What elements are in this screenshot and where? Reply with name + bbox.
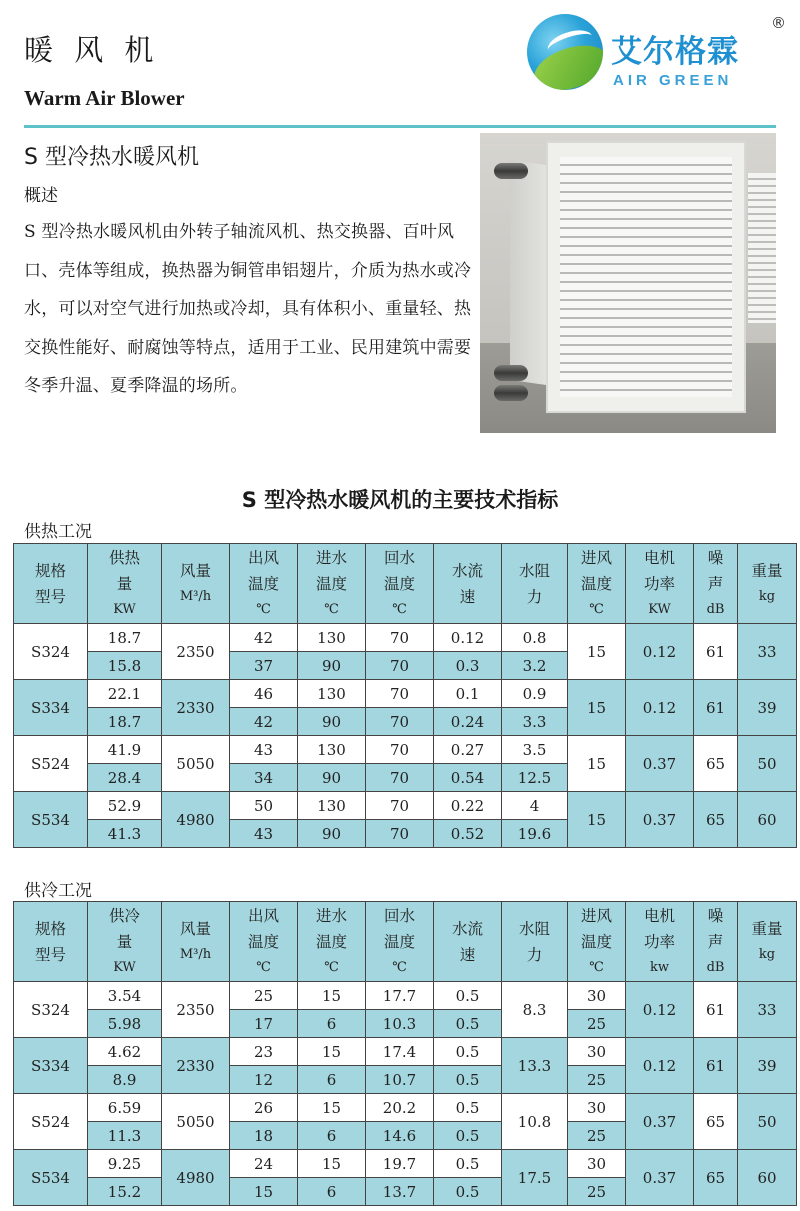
cell-resistance: 4 xyxy=(502,792,568,820)
cell-flow: 0.5 xyxy=(434,1178,502,1206)
cell-outlet-temp: 43 xyxy=(230,820,298,848)
cooling-header-flow xyxy=(434,902,502,982)
cell-weight: 33 xyxy=(738,982,797,1038)
cell-noise: 65 xyxy=(694,792,738,848)
cell-flow: 0.54 xyxy=(434,764,502,792)
cell-return-water: 70 xyxy=(366,624,434,652)
heating-header-outlet-temp xyxy=(230,544,298,624)
cell-outlet-temp: 50 xyxy=(230,792,298,820)
cooling-header-motor xyxy=(626,902,694,982)
cell-inlet-air: 30 xyxy=(568,1150,626,1178)
heating-header-flow xyxy=(434,544,502,624)
cell-outlet-temp: 15 xyxy=(230,1178,298,1206)
cooling-header-weight-line: kg xyxy=(758,946,776,962)
cooling-header-inlet-water-line: ℃ xyxy=(324,959,339,975)
cell-flow: 0.52 xyxy=(434,820,502,848)
cell-motor: 0.12 xyxy=(626,982,694,1038)
cell-motor: 0.37 xyxy=(626,1150,694,1206)
table-row xyxy=(14,792,797,820)
heating-header-noise xyxy=(694,544,738,624)
cell-motor: 0.37 xyxy=(626,736,694,792)
heating-header-motor-line: KW xyxy=(648,601,671,617)
cooling-header-resistance-line: 力 xyxy=(526,945,543,964)
heating-header-noise-line: 噪 xyxy=(707,548,724,567)
cooling-header-airflow xyxy=(162,902,230,982)
cell-noise: 61 xyxy=(694,680,738,736)
cell-inlet-air: 15 xyxy=(568,624,626,680)
cell-capacity: 5.98 xyxy=(88,1010,162,1038)
cell-inlet-water: 15 xyxy=(298,982,366,1010)
cell-return-water: 70 xyxy=(366,792,434,820)
cooling-header-model-line: 规格 xyxy=(34,919,66,938)
cell-capacity: 28.4 xyxy=(88,764,162,792)
cell-resistance: 13.3 xyxy=(502,1038,568,1094)
cell-model: S534 xyxy=(14,1150,88,1206)
cell-capacity: 4.62 xyxy=(88,1038,162,1066)
cell-inlet-air: 25 xyxy=(568,1066,626,1094)
heating-header-weight xyxy=(738,544,797,624)
cell-capacity: 11.3 xyxy=(88,1122,162,1150)
header-divider xyxy=(24,125,776,128)
cell-inlet-air: 25 xyxy=(568,1122,626,1150)
heating-header-return-water-line: 回水 xyxy=(383,548,415,567)
heating-header-noise-line: 声 xyxy=(707,574,724,593)
cell-noise: 61 xyxy=(694,1038,738,1094)
cell-outlet-temp: 18 xyxy=(230,1122,298,1150)
cooling-header-weight-line: 重量 xyxy=(751,919,783,938)
cell-return-water: 13.7 xyxy=(366,1178,434,1206)
heating-header-model-line: 规格 xyxy=(34,561,66,580)
cell-outlet-temp: 25 xyxy=(230,982,298,1010)
heating-header-inlet-air-line: 温度 xyxy=(580,574,612,593)
cooling-header-outlet-temp xyxy=(230,902,298,982)
spec-section-title: S 型冷热水暖风机的主要技术指标 xyxy=(241,488,559,512)
cell-outlet-temp: 34 xyxy=(230,764,298,792)
cell-return-water: 20.2 xyxy=(366,1094,434,1122)
cooling-header-noise xyxy=(694,902,738,982)
cell-flow: 0.5 xyxy=(434,1150,502,1178)
cell-inlet-water: 130 xyxy=(298,792,366,820)
cell-flow: 0.5 xyxy=(434,982,502,1010)
cell-airflow: 5050 xyxy=(162,1094,230,1150)
cooling-header-airflow-line: M³/h xyxy=(179,946,212,962)
cell-capacity: 3.54 xyxy=(88,982,162,1010)
cell-resistance: 3.2 xyxy=(502,652,568,680)
heating-header-flow-line: 速 xyxy=(459,587,476,606)
cell-outlet-temp: 42 xyxy=(230,708,298,736)
cooling-condition-label: 供冷工况 xyxy=(24,881,92,901)
heating-header-inlet-water xyxy=(298,544,366,624)
cell-inlet-water: 15 xyxy=(298,1094,366,1122)
cooling-header-return-water-line: ℃ xyxy=(392,959,407,975)
cell-model: S524 xyxy=(14,736,88,792)
cell-flow: 0.5 xyxy=(434,1122,502,1150)
table-row xyxy=(14,624,797,652)
cooling-header-model-line: 型号 xyxy=(34,945,66,964)
overview-heading: 概述 xyxy=(24,186,58,206)
table-row xyxy=(14,1150,797,1178)
cooling-header-flow-line: 水流 xyxy=(451,919,483,938)
cell-outlet-temp: 37 xyxy=(230,652,298,680)
cell-resistance: 12.5 xyxy=(502,764,568,792)
cell-airflow: 4980 xyxy=(162,792,230,848)
heating-spec-table xyxy=(13,543,797,848)
cell-flow: 0.24 xyxy=(434,708,502,736)
heating-header-inlet-water-line: ℃ xyxy=(324,601,339,617)
cell-inlet-water: 90 xyxy=(298,820,366,848)
cooling-header-motor-line: kw xyxy=(649,959,669,975)
cell-capacity: 52.9 xyxy=(88,792,162,820)
logo-globe-icon xyxy=(527,14,603,90)
cell-flow: 0.5 xyxy=(434,1066,502,1094)
heating-header-return-water-line: ℃ xyxy=(392,601,407,617)
cell-flow: 0.12 xyxy=(434,624,502,652)
heating-header-airflow-line: 风量 xyxy=(179,561,211,580)
cell-resistance: 3.5 xyxy=(502,736,568,764)
brand-logo xyxy=(527,14,797,98)
cell-inlet-water: 6 xyxy=(298,1178,366,1206)
cell-capacity: 22.1 xyxy=(88,680,162,708)
heating-header-outlet-temp-line: ℃ xyxy=(256,601,271,617)
cell-flow: 0.3 xyxy=(434,652,502,680)
table-row xyxy=(14,982,797,1010)
cell-return-water: 17.7 xyxy=(366,982,434,1010)
cell-resistance: 10.8 xyxy=(502,1094,568,1150)
cell-outlet-temp: 26 xyxy=(230,1094,298,1122)
heating-header-outlet-temp-line: 出风 xyxy=(247,548,279,567)
cell-return-water: 70 xyxy=(366,652,434,680)
cell-inlet-water: 130 xyxy=(298,680,366,708)
cell-resistance: 17.5 xyxy=(502,1150,568,1206)
cell-model: S334 xyxy=(14,1038,88,1094)
cell-flow: 0.5 xyxy=(434,1094,502,1122)
heating-header-weight-line: 重量 xyxy=(751,561,783,580)
cooling-header-airflow-line: 风量 xyxy=(179,919,211,938)
cell-return-water: 70 xyxy=(366,680,434,708)
cell-model: S334 xyxy=(14,680,88,736)
cell-inlet-water: 130 xyxy=(298,624,366,652)
cell-airflow: 5050 xyxy=(162,736,230,792)
cooling-header-noise-line: 声 xyxy=(707,932,724,951)
product-name: S 型冷热水暖风机 xyxy=(24,145,199,170)
cooling-header-return-water-line: 温度 xyxy=(383,932,415,951)
cooling-header-resistance-line: 水阻 xyxy=(518,919,550,938)
page-title: 暖 风 机 xyxy=(24,33,160,67)
heating-header-return-water-line: 温度 xyxy=(383,574,415,593)
cell-inlet-air: 30 xyxy=(568,1094,626,1122)
cell-model: S534 xyxy=(14,792,88,848)
cell-inlet-water: 130 xyxy=(298,736,366,764)
cell-airflow: 2350 xyxy=(162,982,230,1038)
cell-capacity: 9.25 xyxy=(88,1150,162,1178)
cell-outlet-temp: 43 xyxy=(230,736,298,764)
heating-header-capacity-line: KW xyxy=(113,601,136,617)
cell-resistance: 0.9 xyxy=(502,680,568,708)
heating-header-weight-line: kg xyxy=(758,588,776,604)
cooling-header-inlet-air-line: 温度 xyxy=(580,932,612,951)
cell-outlet-temp: 12 xyxy=(230,1066,298,1094)
cell-flow: 0.27 xyxy=(434,736,502,764)
cooling-header-inlet-water xyxy=(298,902,366,982)
cooling-spec-table xyxy=(13,901,797,1206)
cell-inlet-air: 15 xyxy=(568,792,626,848)
cell-inlet-water: 6 xyxy=(298,1066,366,1094)
cell-airflow: 2350 xyxy=(162,624,230,680)
cooling-header-outlet-temp-line: 温度 xyxy=(247,932,279,951)
cell-inlet-water: 90 xyxy=(298,652,366,680)
cell-outlet-temp: 24 xyxy=(230,1150,298,1178)
table-row xyxy=(14,680,797,708)
cell-motor: 0.12 xyxy=(626,624,694,680)
cell-flow: 0.5 xyxy=(434,1010,502,1038)
cell-inlet-air: 30 xyxy=(568,982,626,1010)
registered-mark: ® xyxy=(771,14,786,32)
cooling-header-outlet-temp-line: ℃ xyxy=(256,959,271,975)
cell-inlet-air: 25 xyxy=(568,1178,626,1206)
heating-header-inlet-air-line: 进风 xyxy=(580,548,612,567)
heating-header-capacity-line: 量 xyxy=(116,574,133,593)
cooling-header-noise-line: dB xyxy=(706,959,725,975)
cooling-header-inlet-air-line: ℃ xyxy=(589,959,604,975)
cooling-header-weight xyxy=(738,902,797,982)
cell-capacity: 41.3 xyxy=(88,820,162,848)
cell-noise: 61 xyxy=(694,624,738,680)
cell-capacity: 41.9 xyxy=(88,736,162,764)
cell-weight: 60 xyxy=(738,792,797,848)
cell-weight: 60 xyxy=(738,1150,797,1206)
heating-header-return-water xyxy=(366,544,434,624)
cooling-header-capacity-line: KW xyxy=(113,959,136,975)
cooling-header-capacity-line: 供冷 xyxy=(108,906,140,925)
cell-inlet-water: 15 xyxy=(298,1150,366,1178)
table-row xyxy=(14,736,797,764)
cell-inlet-water: 6 xyxy=(298,1122,366,1150)
heating-header-motor-line: 电机 xyxy=(643,548,675,567)
cell-outlet-temp: 46 xyxy=(230,680,298,708)
cell-motor: 0.37 xyxy=(626,792,694,848)
cell-capacity: 8.9 xyxy=(88,1066,162,1094)
cell-model: S324 xyxy=(14,624,88,680)
heating-header-outlet-temp-line: 温度 xyxy=(247,574,279,593)
cell-weight: 39 xyxy=(738,1038,797,1094)
cell-model: S524 xyxy=(14,1094,88,1150)
cooling-header-inlet-water-line: 温度 xyxy=(315,932,347,951)
cell-return-water: 19.7 xyxy=(366,1150,434,1178)
cell-return-water: 70 xyxy=(366,736,434,764)
cell-return-water: 70 xyxy=(366,820,434,848)
cooling-header-inlet-water-line: 进水 xyxy=(315,906,347,925)
cell-motor: 0.37 xyxy=(626,1094,694,1150)
heating-condition-label: 供热工况 xyxy=(24,522,92,542)
heating-header-noise-line: dB xyxy=(706,601,725,617)
cooling-header-flow-line: 速 xyxy=(459,945,476,964)
cell-flow: 0.1 xyxy=(434,680,502,708)
cooling-header-resistance xyxy=(502,902,568,982)
heating-header-inlet-water-line: 进水 xyxy=(315,548,347,567)
cell-inlet-water: 90 xyxy=(298,764,366,792)
table-row xyxy=(14,1094,797,1122)
page-subtitle: Warm Air Blower xyxy=(24,86,185,110)
cell-airflow: 4980 xyxy=(162,1150,230,1206)
cell-outlet-temp: 42 xyxy=(230,624,298,652)
heating-header-motor-line: 功率 xyxy=(643,574,675,593)
cell-outlet-temp: 17 xyxy=(230,1010,298,1038)
heating-header-flow-line: 水流 xyxy=(451,561,483,580)
cell-noise: 65 xyxy=(694,1150,738,1206)
cell-resistance: 0.8 xyxy=(502,624,568,652)
heating-header-resistance xyxy=(502,544,568,624)
cell-resistance: 19.6 xyxy=(502,820,568,848)
cell-flow: 0.5 xyxy=(434,1038,502,1066)
cooling-header-inlet-air-line: 进风 xyxy=(580,906,612,925)
cell-return-water: 70 xyxy=(366,764,434,792)
heating-header-model xyxy=(14,544,88,624)
cell-capacity: 18.7 xyxy=(88,624,162,652)
cell-motor: 0.12 xyxy=(626,1038,694,1094)
cell-weight: 50 xyxy=(738,736,797,792)
cooling-header-motor-line: 功率 xyxy=(643,932,675,951)
cell-inlet-air: 15 xyxy=(568,680,626,736)
cell-return-water: 10.3 xyxy=(366,1010,434,1038)
cell-weight: 50 xyxy=(738,1094,797,1150)
cooling-header-capacity-line: 量 xyxy=(116,932,133,951)
heating-header-resistance-line: 水阻 xyxy=(518,561,550,580)
heating-header-capacity xyxy=(88,544,162,624)
cell-resistance: 3.3 xyxy=(502,708,568,736)
table-row xyxy=(14,1038,797,1066)
product-description: S 型冷热水暖风机由外转子轴流风机、热交换器、百叶风口、壳体等组成，换热器为铜管串铝翅片，介质为热水或冷水，可以对空气进行加热或冷却，具有体积小、重量轻、热交换性能好、耐腐蚀等特点，适用于工业、民用建筑中需要冬季升温、夏季降温的场所。 xyxy=(24,222,472,396)
cell-noise: 65 xyxy=(694,1094,738,1150)
cooling-header-capacity xyxy=(88,902,162,982)
cooling-header-return-water-line: 回水 xyxy=(383,906,415,925)
cell-capacity: 18.7 xyxy=(88,708,162,736)
cooling-header-outlet-temp-line: 出风 xyxy=(247,906,279,925)
cell-airflow: 2330 xyxy=(162,1038,230,1094)
cell-noise: 65 xyxy=(694,736,738,792)
cell-airflow: 2330 xyxy=(162,680,230,736)
cell-inlet-air: 30 xyxy=(568,1038,626,1066)
heating-header-inlet-air-line: ℃ xyxy=(589,601,604,617)
cell-capacity: 6.59 xyxy=(88,1094,162,1122)
cell-return-water: 70 xyxy=(366,708,434,736)
cell-flow: 0.22 xyxy=(434,792,502,820)
cooling-header-return-water xyxy=(366,902,434,982)
cell-return-water: 10.7 xyxy=(366,1066,434,1094)
cell-outlet-temp: 23 xyxy=(230,1038,298,1066)
cell-model: S324 xyxy=(14,982,88,1038)
cell-inlet-air: 25 xyxy=(568,1010,626,1038)
cell-inlet-water: 6 xyxy=(298,1010,366,1038)
heating-header-capacity-line: 供热 xyxy=(108,548,140,567)
cell-capacity: 15.2 xyxy=(88,1178,162,1206)
logo-name-cn: 艾尔格霖 xyxy=(611,34,739,70)
cell-noise: 61 xyxy=(694,982,738,1038)
cell-weight: 33 xyxy=(738,624,797,680)
cell-return-water: 14.6 xyxy=(366,1122,434,1150)
cell-motor: 0.12 xyxy=(626,680,694,736)
cell-capacity: 15.8 xyxy=(88,652,162,680)
cooling-header-motor-line: 电机 xyxy=(643,906,675,925)
heating-header-airflow-line: M³/h xyxy=(179,588,212,604)
cooling-header-inlet-air xyxy=(568,902,626,982)
cooling-header-model xyxy=(14,902,88,982)
cell-inlet-water: 15 xyxy=(298,1038,366,1066)
heating-header-motor xyxy=(626,544,694,624)
heating-header-inlet-air xyxy=(568,544,626,624)
logo-name-en: AIR GREEN xyxy=(613,72,733,89)
cell-resistance: 8.3 xyxy=(502,982,568,1038)
cell-weight: 39 xyxy=(738,680,797,736)
cell-inlet-air: 15 xyxy=(568,736,626,792)
heating-header-inlet-water-line: 温度 xyxy=(315,574,347,593)
heating-header-airflow xyxy=(162,544,230,624)
product-photo xyxy=(480,133,776,433)
heating-header-model-line: 型号 xyxy=(34,587,66,606)
heating-header-resistance-line: 力 xyxy=(526,587,543,606)
cell-inlet-water: 90 xyxy=(298,708,366,736)
cell-return-water: 17.4 xyxy=(366,1038,434,1066)
cooling-header-noise-line: 噪 xyxy=(707,906,724,925)
